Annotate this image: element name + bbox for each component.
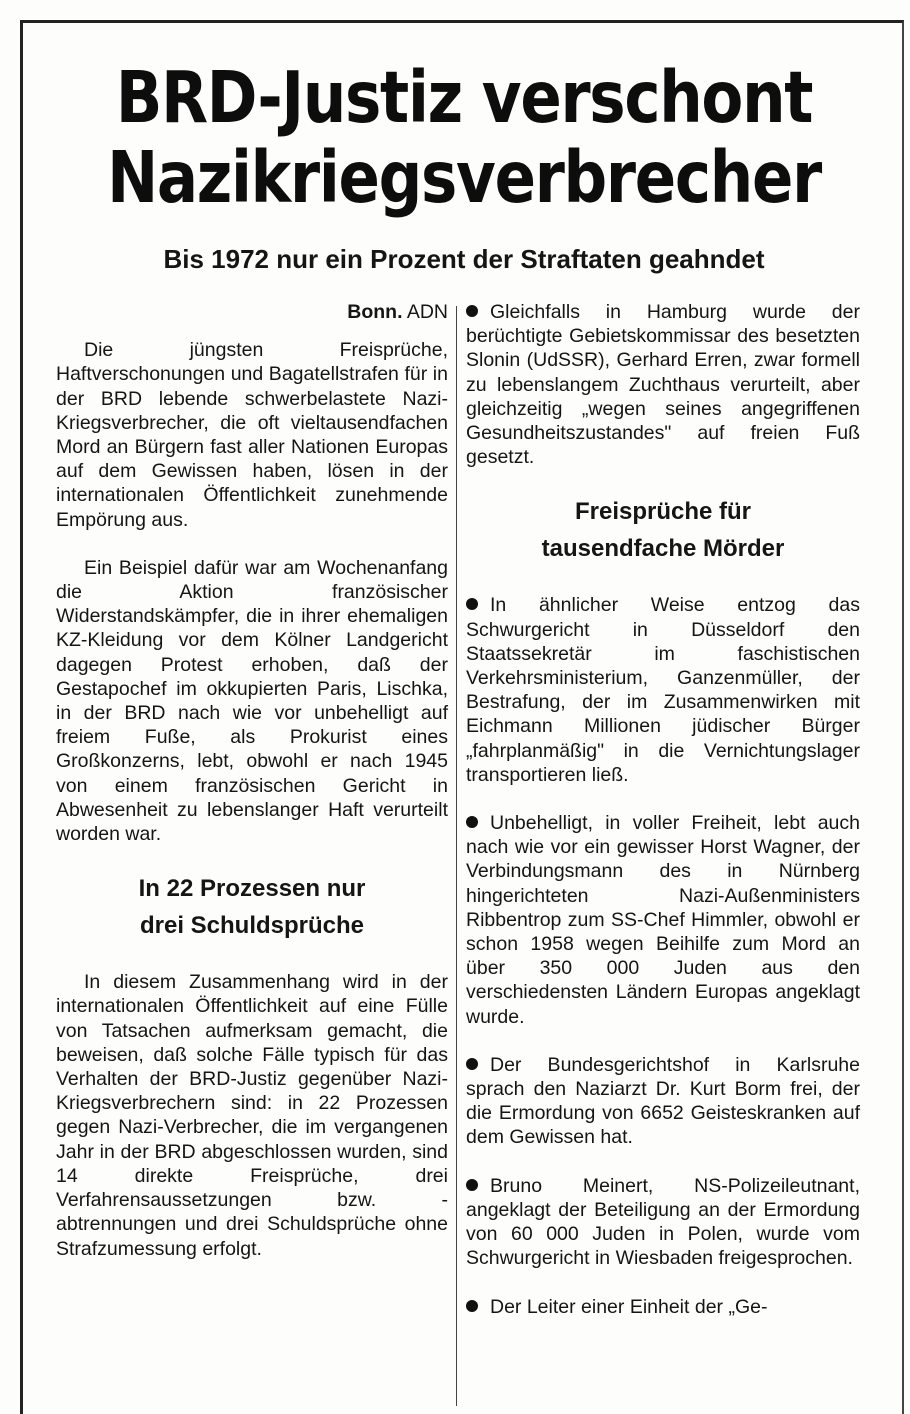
- right-heading-line-1: Freisprüche für: [574, 498, 752, 526]
- bullet-icon: [466, 1058, 478, 1070]
- dateline-place: Bonn.: [347, 301, 403, 323]
- left-section-heading: [56, 870, 448, 944]
- bullet-icon: [466, 305, 478, 317]
- left-heading-line-2: drei Schuldsprüche: [139, 912, 365, 940]
- right-paragraph-2: [466, 593, 860, 787]
- left-heading-line-1: In 22 Prozessen nur: [138, 875, 366, 903]
- right-heading-line-2: tausendfache Mörder: [541, 535, 785, 563]
- headline: [86, 58, 843, 218]
- headline-line-2: Nazikriegsverbrecher: [107, 136, 821, 219]
- right-paragraph-1: [466, 300, 860, 469]
- dateline: [56, 300, 448, 324]
- right-paragraph-1-text: Gleichfalls in Hamburg wurde der berüchtigte Gebietskommissar des besetzten Slonin (UdSSR), Gerhard Erren, zwar formell zu lebenslangem Zuchthaus verurteilt, aber gleichzeitig „wegen seines angegriffenen Gesundheitszustandes" auf freien Fuß gesetzt.: [466, 301, 860, 469]
- left-paragraph-1: Die jüngsten Freisprüche, Haftverschonungen und Bagatellstrafen für in der BRD lebende schwerbelastete Nazi-Kriegsverbrecher, die oft vieltausendfachen Mord an Bürgern fast aller Nationen Europas auf dem Gewissen haben, lösen in der internationalen Öffentlichkeit zunehmende Empörung aus.: [56, 339, 448, 531]
- bullet-icon: [466, 598, 478, 610]
- right-paragraph-6-text: Der Leiter einer Einheit der „Ge-: [490, 1295, 768, 1318]
- left-column: [56, 300, 448, 1261]
- right-paragraph-2-text: In ähnlicher Weise entzog das Schwurgericht in Düsseldorf den Staatssekretär im faschistischen Verkehrsministerium, Ganzenmüller, der Bestrafung, der im Zusammenwirken mit Eichmann Millionen jüdischer Bürger „fahrplanmäßig" in die Vernichtungslager transportieren ließ.: [466, 594, 860, 786]
- bullet-icon: [466, 816, 478, 828]
- dateline-agency: ADN: [406, 301, 448, 323]
- right-paragraph-3: [466, 811, 860, 1029]
- right-paragraph-5-text: Bruno Meinert, NS-Polizeileutnant, angeklagt der Beteiligung an der Ermordung von 60 000 Juden in Polen, wurde vom Schwurgericht in Wiesbaden freigesprochen.: [466, 1174, 860, 1270]
- right-column: [466, 300, 860, 1319]
- right-section-heading: [466, 493, 860, 567]
- bullet-icon: [466, 1300, 478, 1312]
- right-paragraph-6: [466, 1295, 860, 1319]
- subheadline: Bis 1972 nur ein Prozent der Straftaten geahndet: [163, 244, 765, 274]
- left-paragraph-2: Ein Beispiel dafür war am Wochenanfang die Aktion französischer Widerstandskämpfer, die in ihrer ehemaligen KZ-Kleidung vor dem Kölner Landgericht dagegen Protest erhoben, daß der Gestapochef im okkupierten Paris, Lischka, in der BRD nach wie vor unbehelligt auf freiem Fuße, als Prokurist eines Großkonzerns, lebt, obwohl er nach 1945 von einem französischen Gericht in Abwesenheit zu lebenslanger Haft verurteilt worden war.: [56, 556, 448, 846]
- column-divider: [456, 306, 457, 1406]
- headline-line-1: BRD-Justiz verschont: [115, 56, 813, 139]
- bullet-icon: [466, 1179, 478, 1191]
- right-paragraph-5: [466, 1174, 860, 1271]
- right-paragraph-3-text: Unbehelligt, in voller Freiheit, lebt auch nach wie vor ein gewisser Horst Wagner, der Verbindungsmann des in Nürnberg hingerichteten Nazi-Außenministers Ribbentrop zum SS-Chef Himmler, obwohl er schon 1958 wegen Beihilfe zum Mord an über 350 000 Juden aus den verschiedensten Ländern Europas angeklagt wurde.: [466, 812, 860, 1028]
- right-paragraph-4-text: Der Bundesgerichtshof in Karlsruhe sprach den Naziarzt Dr. Kurt Borm frei, der die Ermordung von 6652 Geisteskranken auf dem Gewissen hat.: [466, 1053, 860, 1149]
- left-paragraph-3: In diesem Zusammenhang wird in der internationalen Öffentlichkeit auf eine Fülle von Tatsachen aufmerksam gemacht, die beweisen, daß solche Fälle typisch für das Verhalten der BRD-Justiz gegenüber Nazi-Kriegsverbrechern sind: in 22 Prozessen gegen Nazi-Verbrecher, die im vergangenen Jahr in der BRD abgeschlossen wurden, sind 14 direkte Freisprüche, drei Verfahrensaussetzungen bzw. -abtrennungen und drei Schuldsprüche ohne Strafzumessung erfolgt.: [56, 971, 448, 1260]
- right-paragraph-4: [466, 1053, 860, 1150]
